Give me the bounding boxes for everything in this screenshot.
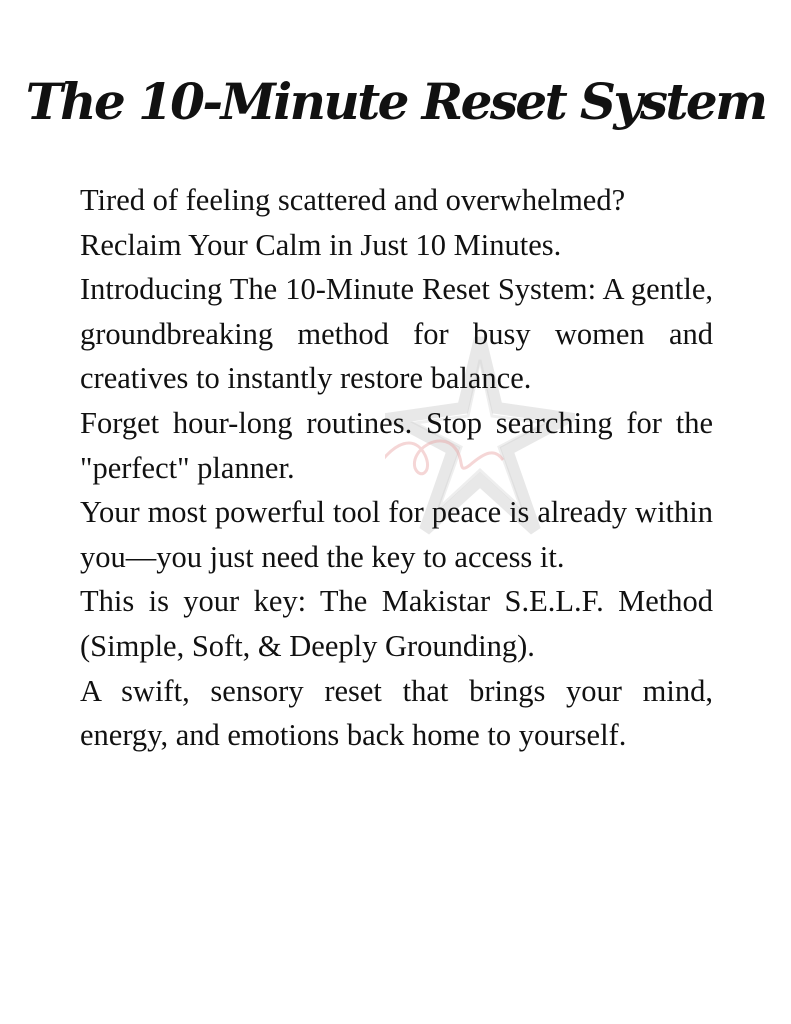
paragraph-powerful-tool: Your most powerful tool for peace is already within you—you just need the key to access it. (80, 495, 713, 574)
paragraph-swift-reset: A swift, sensory reset that brings your mind, energy, and emotions back home to yourself. (80, 673, 713, 753)
paragraph-reclaim: Reclaim Your Calm in Just 10 Minutes. (80, 227, 562, 262)
body-text (80, 178, 713, 758)
paragraph-intro-question: Tired of feeling scattered and overwhelmed? (80, 183, 626, 217)
paragraph-key: This is your key: The Makistar S.E.L.F. Method (Simple, Soft, & Deeply Grounding). (80, 584, 713, 663)
page-title: The 10-Minute Reset System (25, 72, 766, 131)
paragraph-forget: Forget hour-long routines. Stop searching for the "perfect" planner. (80, 405, 713, 485)
paragraph-introducing: Introducing The 10-Minute Reset System: A gentle, groundbreaking method for busy women and creatives to instantly restore balance. (80, 272, 713, 396)
